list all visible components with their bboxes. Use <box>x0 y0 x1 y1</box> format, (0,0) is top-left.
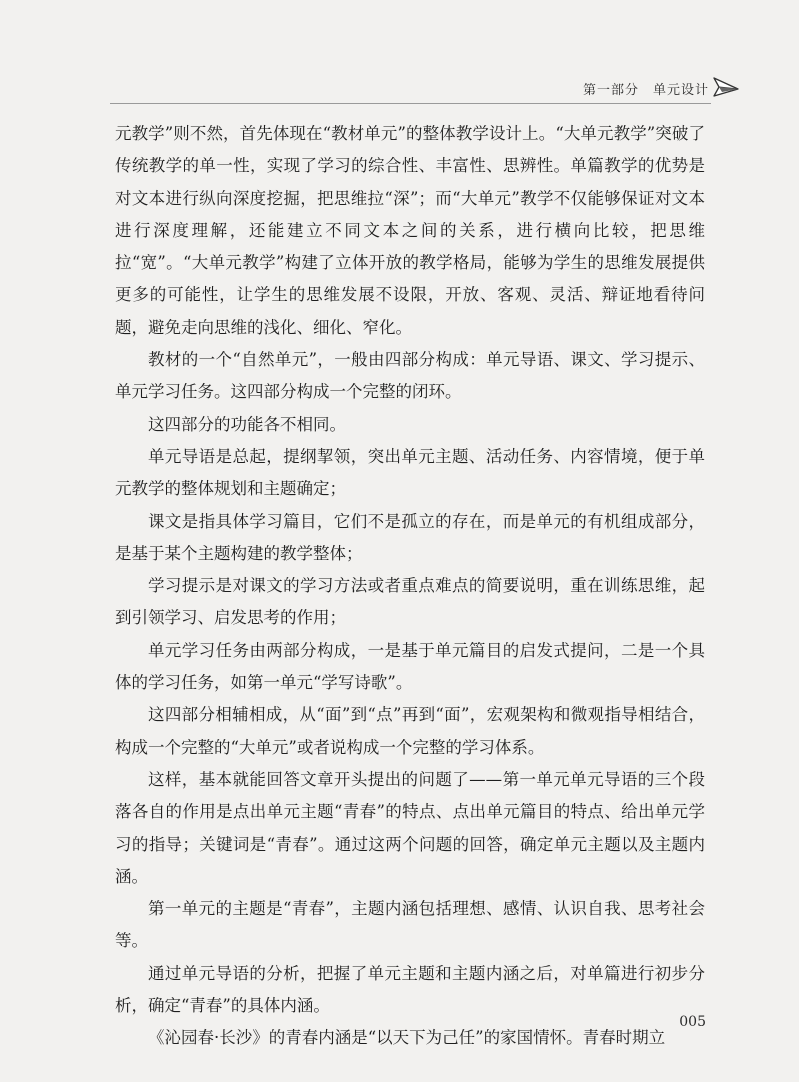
header-rule <box>110 103 711 104</box>
paragraph: 课文是指具体学习篇目，它们不是孤立的存在，而是单元的有机组成部分，是基于某个主题构建的教学整体； <box>115 511 705 563</box>
paragraph: 单元学习任务由两部分构成，一是基于单元篇目的启发式提问，二是一个具体的学习任务，如第一单元“学写诗歌”。 <box>115 640 705 693</box>
paragraph: 教材的一个“自然单元”，一般由四部分构成：单元导语、课文、学习提示、单元学习任务。这四部分构成一个完整的闭环。 <box>115 350 705 402</box>
paragraph: 第一单元的主题是“青春”，主题内涵包括理想、感情、认识自我、思考社会等。 <box>115 899 705 951</box>
running-header <box>0 70 799 104</box>
page-number: 005 <box>679 1014 706 1030</box>
header-part: 第一部分 <box>582 83 639 98</box>
paragraph: 这四部分的功能各不相同。 <box>148 414 346 434</box>
paragraph: 学习提示是对课文的学习方法或者重点难点的简要说明，重在训练思维，起到引领学习、启发思考的作用； <box>115 576 705 628</box>
paragraph: 元教学”则不然，首先体现在“教材单元”的整体教学设计上。“大单元教学”突破了传统教学的单一性，实现了学习的综合性、丰富性、思辨性。单篇教学的优势是对文本进行纵向深度挖掘，把思维拉“深”；而“大单元”教学不仅能够保证对文本进行深度理解，还能建立不同文本之间的关系，进行横向比较，把思维拉“宽”。“大单元教学”构建了立体开放的教学格局，能够为学生的思维发展提供更多的可能性，让学生的思维发展不设限，开放、客观、灵活、辩证地看待问题，避免走向思维的浅化、细化、窄化。 <box>115 124 705 337</box>
paragraph: 通过单元导语的分析，把握了单元主题和主题内涵之后，对单篇进行初步分析，确定“青春”的具体内涵。 <box>115 963 705 1016</box>
paragraph: 这样，基本就能回答文章开头提出的问题了——第一单元单元导语的三个段落各自的作用是点出单元主题“青春”的特点、点出单元篇目的特点、给出单元学习的指导；关键词是“青春”。通过这两个问题的回答，确定单元主题以及主题内涵。 <box>115 769 705 886</box>
paragraph: 单元导语是总起，提纲挈领，突出单元主题、活动任务、内容情境，便于单元教学的整体规划和主题确定； <box>115 446 705 499</box>
paragraph: 这四部分相辅相成，从“面”到“点”再到“面”，宏观架构和微观指导相结合，构成一个完整的“大单元”或者说构成一个完整的学习体系。 <box>115 705 705 757</box>
header-title <box>583 79 709 98</box>
paragraph: 《沁园春·长沙》的青春内涵是“以天下为己任”的家国情怀。青春时期立 <box>148 1028 666 1048</box>
header-section: 单元设计 <box>652 83 709 98</box>
paper-plane-icon <box>713 76 739 98</box>
body-text <box>115 118 705 1055</box>
